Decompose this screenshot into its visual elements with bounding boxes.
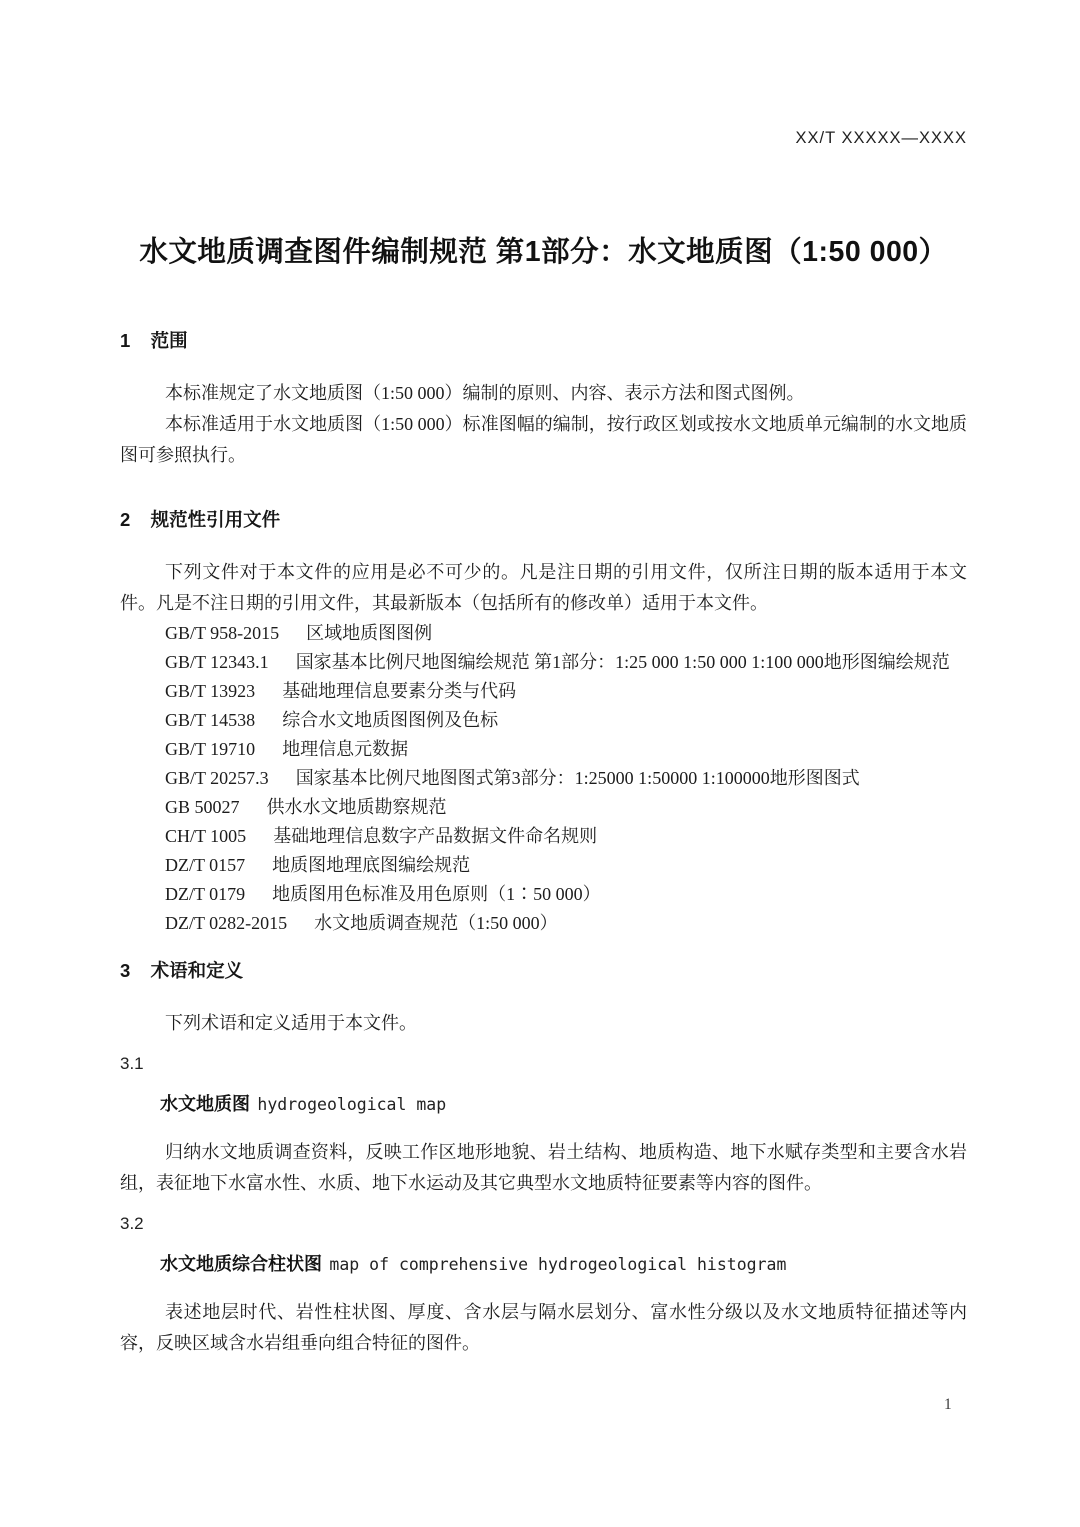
term-name-en: hydrogeological map [257, 1095, 447, 1114]
reference-title: 综合水文地质图图例及色标 [282, 710, 499, 730]
page-number: 1 [944, 1396, 952, 1413]
term-title-line [120, 1091, 967, 1119]
term-number: 3.1 [120, 1054, 144, 1073]
standard-code: XX/T XXXXX—XXXX [795, 129, 967, 147]
references-list [120, 619, 967, 938]
reference-item [120, 619, 967, 648]
reference-item [120, 793, 967, 822]
reference-code: DZ/T 0157 [165, 855, 246, 875]
reference-title: 地质图用色标准及用色原则（1∶50 000） [272, 884, 601, 904]
reference-title: 地理信息元数据 [282, 739, 409, 759]
document-title: 水文地质调查图件编制规范 第1部分：水文地质图（1:50 000） [139, 236, 948, 268]
reference-item [120, 648, 967, 677]
reference-title: 区域地质图图例 [306, 623, 433, 643]
reference-title: 水文地质调查规范（1:50 000） [314, 913, 558, 933]
reference-title: 供水水文地质勘察规范 [266, 797, 447, 817]
reference-code: GB/T 13923 [165, 681, 256, 701]
clause-2-heading [120, 507, 967, 533]
reference-title: 国家基本比例尺地图图式第3部分：1:25000 1:50000 1:100000地形图图式 [295, 768, 860, 788]
clause-2-title: 规范性引用文件 [150, 509, 281, 530]
scope-paragraph: 本标准规定了水文地质图（1:50 000）编制的原则、内容、表示方法和图式图例。 [165, 383, 805, 403]
reference-item [120, 677, 967, 706]
term-title-line [120, 1251, 967, 1279]
reference-title: 基础地理信息要素分类与代码 [282, 681, 517, 701]
references-intro: 下列文件对于本文件的应用是必不可少的。凡是注日期的引用文件，仅所注日期的版本适用于本文件。凡是不注日期的引用文件，其最新版本（包括所有的修改单）适用于本文件。 [120, 562, 967, 613]
reference-code: GB 50027 [165, 797, 240, 817]
term-name-en: map of comprehensive hydrogeological histogram [329, 1255, 787, 1274]
reference-item [120, 880, 967, 909]
term-definition: 表述地层时代、岩性柱状图、厚度、含水层与隔水层划分、富水性分级以及水文地质特征描述等内容，反映区域含水岩组垂向组合特征的图件。 [120, 1302, 967, 1353]
reference-code: DZ/T 0179 [165, 884, 246, 904]
reference-title: 地质图地理底图编绘规范 [272, 855, 471, 875]
reference-code: GB/T 12343.1 [165, 652, 269, 672]
term-entry-3-1 [120, 1053, 967, 1199]
reference-item [120, 735, 967, 764]
clause-3-title: 术语和定义 [150, 960, 244, 981]
clause-1-title: 范围 [150, 330, 188, 351]
reference-item [120, 851, 967, 880]
scope-paragraph: 本标准适用于水文地质图（1:50 000）标准图幅的编制，按行政区划或按水文地质单元编制的水文地质图可参照执行。 [120, 414, 967, 465]
reference-item [120, 909, 967, 938]
clause-2-number: 2 [120, 509, 131, 530]
reference-code: GB/T 958-2015 [165, 623, 280, 643]
term-name-cn: 水文地质图 [160, 1094, 250, 1114]
clause-3-number: 3 [120, 960, 131, 981]
term-definition: 归纳水文地质调查资料，反映工作区地形地貌、岩土结构、地质构造、地下水赋存类型和主要含水岩组，表征地下水富水性、水质、地下水运动及其它典型水文地质特征要素等内容的图件。 [120, 1142, 967, 1193]
reference-code: GB/T 20257.3 [165, 768, 269, 788]
clause-1-heading [120, 328, 967, 354]
reference-item [120, 822, 967, 851]
reference-item [120, 764, 967, 793]
term-name-cn: 水文地质综合柱状图 [160, 1254, 322, 1274]
reference-code: GB/T 19710 [165, 739, 256, 759]
reference-title: 国家基本比例尺地图编绘规范 第1部分：1:25 000 1:50 000 1:100 000地形图编绘规范 [295, 652, 950, 672]
term-entry-3-2 [120, 1213, 967, 1359]
clause-3-heading [120, 958, 967, 984]
reference-code: CH/T 1005 [165, 826, 247, 846]
reference-code: DZ/T 0282-2015 [165, 913, 288, 933]
clause-1-number: 1 [120, 330, 131, 351]
terms-intro: 下列术语和定义适用于本文件。 [165, 1013, 417, 1033]
reference-title: 基础地理信息数字产品数据文件命名规则 [273, 826, 598, 846]
reference-item [120, 706, 967, 735]
term-number: 3.2 [120, 1214, 144, 1233]
reference-code: GB/T 14538 [165, 710, 256, 730]
